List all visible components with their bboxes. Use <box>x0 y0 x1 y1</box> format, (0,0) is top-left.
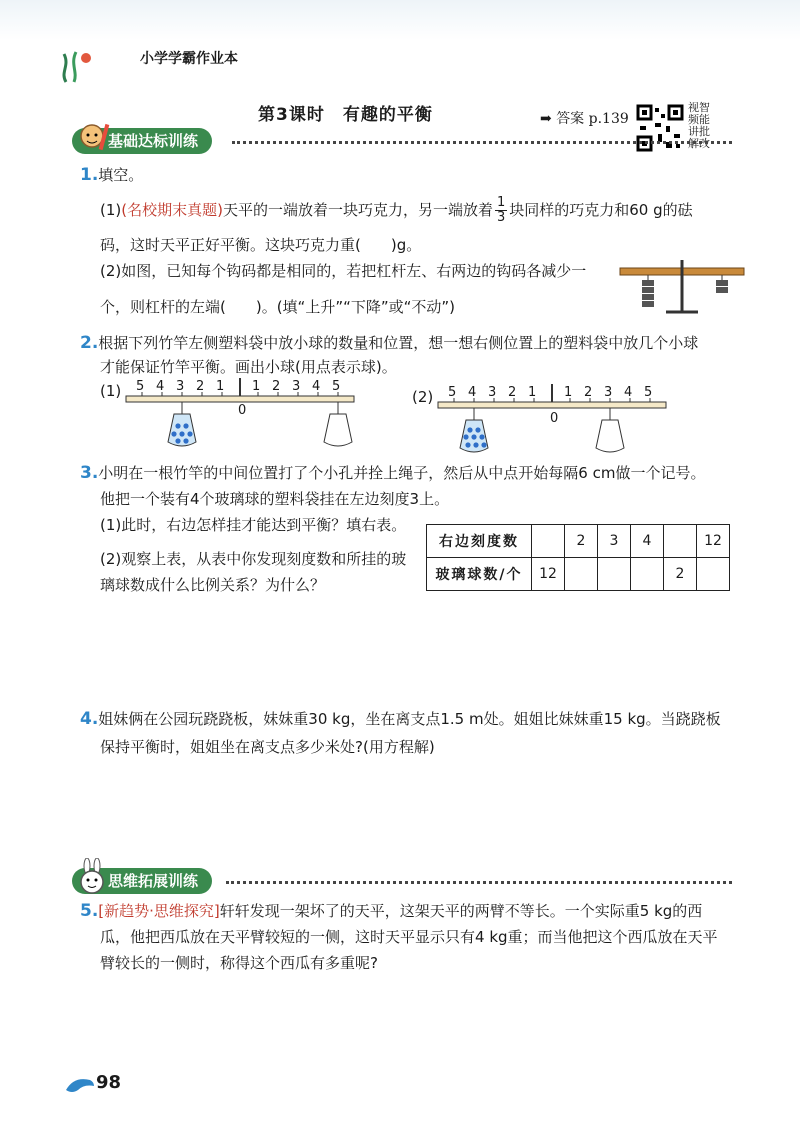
question-1-number: 1. <box>80 165 99 185</box>
question-2-text: 2.根据下列竹竿左侧塑料袋中放小球的数量和位置，想一想右侧位置上的塑料袋中放几个小球 <box>80 333 699 353</box>
question-4-number: 4. <box>80 709 99 729</box>
figure-1-label: (1) <box>100 382 122 400</box>
section-basic-divider <box>232 141 732 144</box>
table-header-cell: 玻璃球数/个 <box>427 558 532 591</box>
table-cell[interactable] <box>631 558 664 591</box>
seaweed-icon <box>56 44 96 84</box>
figure-2-label: (2) <box>412 388 434 406</box>
brand-title: 小学学霸作业本 <box>140 51 238 67</box>
table-cell[interactable] <box>565 558 598 591</box>
question-5-number: 5. <box>80 901 99 921</box>
question-3-sub-2: (2)观察上表，从表中你发现刻度数和所挂的玻 <box>100 550 407 568</box>
lesson-heading <box>258 100 433 125</box>
question-1-part-1: (1)(名校期末真题)天平的一端放着一块巧克力，另一端放着 $\frac{1}{3}$ 块同样的巧克力和60 g的砝 <box>100 195 693 225</box>
table-cell[interactable]: 12 <box>532 558 565 591</box>
lesson-number: 第3课时 <box>258 105 325 125</box>
fraction-one-third: $\frac{1}{3}$ <box>496 195 506 225</box>
question-3-text-line-2: 他把一个装有4个玻璃球的塑料袋挂在左边刻度3上。 <box>100 490 450 508</box>
table-cell[interactable] <box>664 525 697 558</box>
question-5-text: 5.[新趋势·思维探究]轩轩发现一架坏了的天平，这架天平的两臂不等长。一个实际重5 kg的西 <box>80 901 703 921</box>
question-5-text-line-3: 臂较长的一侧时，称得这个西瓜有多重呢? <box>100 954 378 972</box>
question-4-text: 4.姐妹俩在公园玩跷跷板，妹妹重30 kg，坐在离支点1.5 m处。姐姐比妹妹重15 kg。当跷跷板 <box>80 709 721 729</box>
balance-table <box>426 524 730 591</box>
table-cell[interactable]: 12 <box>697 525 730 558</box>
question-3-number: 3. <box>80 463 99 483</box>
table-header-cell: 右边刻度数 <box>427 525 532 558</box>
question-1-part-2-line-2: 个，则杠杆的左端( )。(填“上升”“下降”或“不动”) <box>100 298 456 316</box>
table-row <box>427 525 730 558</box>
table-cell[interactable]: 2 <box>664 558 697 591</box>
question-4-text-line-2: 保持平衡时，姐姐坐在离支点多少米处?(用方程解) <box>100 738 435 756</box>
question-3-text: 3.小明在一根竹竿的中间位置打了个小孔并拴上绳子，然后从中点开始每隔6 cm做一个记号。 <box>80 463 706 483</box>
header-decoration <box>0 0 800 40</box>
section-extend-divider <box>226 881 732 884</box>
section-extend-banner: 思维拓展训练 <box>72 868 212 894</box>
table-cell[interactable] <box>532 525 565 558</box>
qr-caption: 视智 频能 讲批 解改 <box>688 101 710 150</box>
section-basic-banner: 基础达标训练 <box>72 128 212 154</box>
table-cell[interactable] <box>697 558 730 591</box>
table-cell[interactable] <box>598 558 631 591</box>
qr-code-icon[interactable] <box>636 104 684 152</box>
question-5-text-line-2: 瓜，他把西瓜放在天平臂较短的一侧，这时天平显示只有4 kg重；而当他把这个西瓜放在天平 <box>100 928 718 946</box>
question-2-number: 2. <box>80 333 99 353</box>
table-row <box>427 558 730 591</box>
question-3-sub-2-line-2: 璃球数成什么比例关系？为什么？ <box>100 576 326 594</box>
answer-ref-text: 答案 p.139 <box>556 111 629 127</box>
table-cell[interactable]: 4 <box>631 525 664 558</box>
pencil-kid-icon <box>76 122 110 158</box>
lever-figure <box>616 256 746 316</box>
question-1-stem: 1.填空。 <box>80 165 144 185</box>
tag-new-trend: [新趋势·思维探究] <box>98 902 220 920</box>
lesson-title: 有趣的平衡 <box>342 105 433 125</box>
dolphin-icon <box>64 1074 96 1096</box>
page-number: 98 <box>96 1072 122 1093</box>
question-1-part-2: (2)如图，已知每个钩码都是相同的，若把杠杆左、右两边的钩码各减少一 <box>100 262 587 280</box>
rabbit-icon <box>76 858 108 896</box>
table-cell[interactable]: 2 <box>565 525 598 558</box>
question-3-sub-1: (1)此时，右边怎样挂才能达到平衡？填右表。 <box>100 516 407 534</box>
question-2-text-line-2: 才能保证竹竿平衡。画出小球(用点表示球)。 <box>100 358 397 376</box>
table-cell[interactable]: 3 <box>598 525 631 558</box>
answer-reference: ➡ 答案 p.139 <box>540 111 629 127</box>
question-1-part-1-line-2: 码，这时天平正好平衡。这块巧克力重( )g。 <box>100 236 422 254</box>
tag-exam-question: (名校期末真题) <box>121 201 223 219</box>
